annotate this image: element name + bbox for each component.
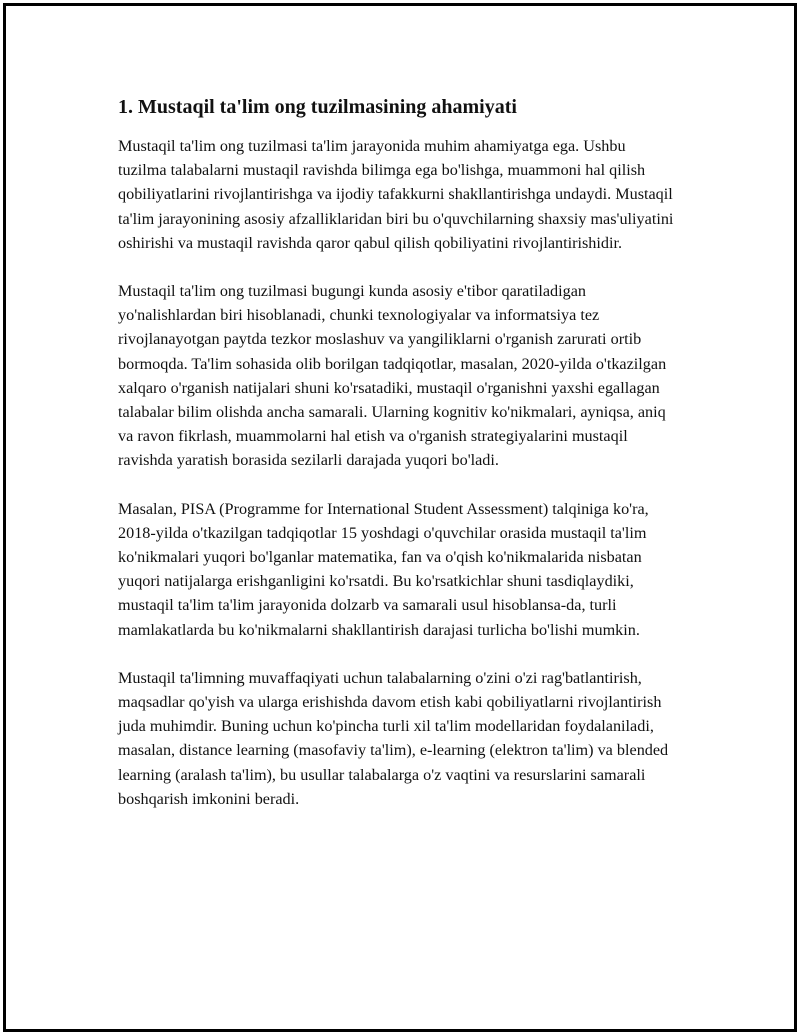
section-heading: 1. Mustaqil ta'lim ong tuzilmasining ahamiyati [118,96,517,118]
paragraph-2: Mustaqil ta'lim ong tuzilmasi bugungi kunda asosiy e'tibor qaratiladigan yo'nalishlardan biri hisoblanadi, chunki texnologiyalar va informatsiya tez rivojlanayotgan paytda tezkor moslashuv va yangiliklarni o'rganish zarurati ortib bormoqda. Ta'lim sohasida olib borilgan tadqiqotlar, masalan, 2020-yilda o'tkazilgan xalqaro o'rganish natijalari shuni ko'rsatadiki, mustaqil o'rganishni yaxshi egallagan talabalar bilim olishda ancha samarali. Ularning kognitiv ko'nikmalari, ayniqsa, aniq va ravon fikrlash, muammolarni hal etish va o'rganish strategiyalarini mustaqil ravishda yaratish borasida sezilarli darajada yuqori bo'ladi. [118,282,667,470]
paragraph-4: Mustaqil ta'limning muvaffaqiyati uchun talabalarning o'zini o'zi rag'batlantirish, maqsadlar qo'yish va ularga erishishda davom etish kabi qobiliyatlarni rivojlantirish juda muhimdir. Buning uchun ko'pincha turli xil ta'lim modellaridan foydalaniladi, masalan, distance learning (masofaviy ta'lim), e-learning (elektron ta'lim) va blended learning (aralash ta'lim), bu usullar talabalarga o'z vaqtini va resurslarini samarali boshqarish imkonini beradi. [118,668,669,808]
paragraph-3: Masalan, PISA (Programme for International Student Assessment) talqiniga ko'ra, 2018-yilda o'tkazilgan tadqiqotlar 15 yoshdagi o'quvchilar orasida mustaqil ta'lim ko'nikmalari yuqori bo'lganlar matematika, fan va o'qish ko'nikmalarida nisbatan yuqori natijalarga erishganligini ko'rsatdi. Bu ko'rsatkichlar shuni tasdiqlaydiki, mustaqil ta'lim ta'lim jarayonida dolzarb va samarali usul hisoblansa-da, turli mamlakatlarda bu ko'nikmalarni shakllantirish darajasi turlicha bo'lishi mumkin. [118,499,649,639]
paragraph-1: Mustaqil ta'lim ong tuzilmasi ta'lim jarayonida muhim ahamiyatga ega. Ushbu tuzilma talabalarni mustaqil ravishda bilimga ega bo'lishga, muammoni hal qilish qobiliyatlarini rivojlantirishga va ijodiy tafakkurni shakllantirishga undaydi. Mustaqil ta'lim jarayonining asosiy afzalliklaridan biri bu o'quvchilarning shaxsiy mas'uliyatini oshirishi va mustaqil ravishda qaror qabul qilish qobiliyatini rivojlantirishidir. [118,137,674,252]
document-body [118,94,678,835]
